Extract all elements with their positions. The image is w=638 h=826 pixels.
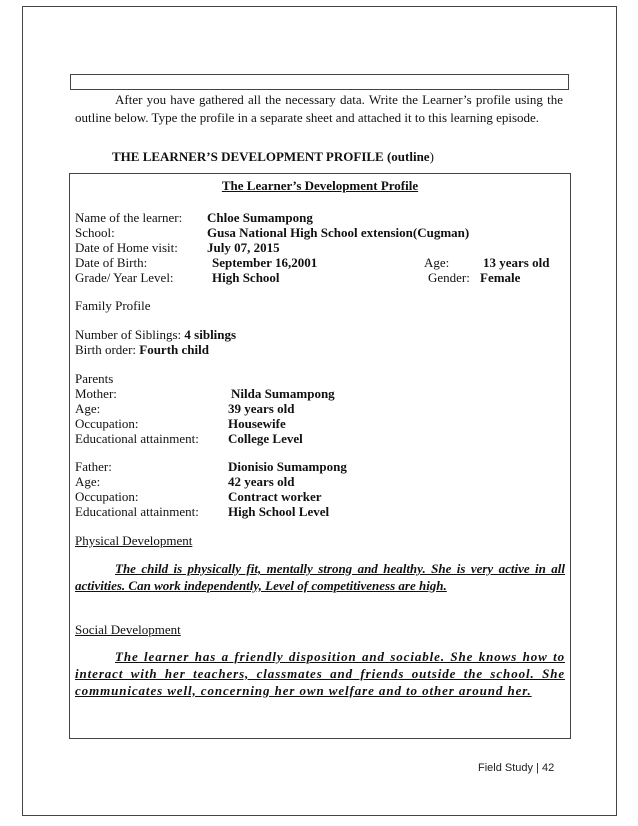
name-value: Chloe Sumampong <box>207 210 313 225</box>
father-age-value: 42 years old <box>228 474 295 489</box>
mother-value: Nilda Sumampong <box>231 386 335 401</box>
mother-occupation-label: Occupation: <box>75 416 139 431</box>
parents-label: Parents <box>75 371 114 386</box>
mother-occupation-value: Housewife <box>228 416 286 431</box>
page-footer: Field Study | 42 <box>478 762 555 774</box>
profile-title: The Learner’s Development Profile <box>221 178 419 193</box>
gender-label: Gender: <box>428 270 470 285</box>
physical-development-label: Physical Development <box>75 533 193 548</box>
father-education-label: Educational attainment: <box>75 504 199 519</box>
mother-age-value: 39 years old <box>228 401 295 416</box>
age-value: 13 years old <box>483 255 550 270</box>
family-profile-label: Family Profile <box>75 298 151 313</box>
intro-paragraph <box>75 91 563 127</box>
school-value: Gusa National High School extension(Cugman) <box>207 225 470 240</box>
mother-label: Mother: <box>75 386 117 401</box>
social-development-label: Social Development <box>75 622 181 637</box>
outline-heading-word: outline <box>391 149 430 164</box>
siblings-label: Number of Siblings: <box>75 327 182 342</box>
birth-order-line <box>75 342 209 357</box>
mother-education-label: Educational attainment: <box>75 431 199 446</box>
mother-education-value: College Level <box>228 431 303 446</box>
gender-value: Female <box>480 270 521 285</box>
outline-heading-text: THE LEARNER’S DEVELOPMENT PROFILE ( <box>112 149 392 164</box>
father-education-value: High School Level <box>228 504 330 519</box>
physical-development-body: The child is physically fit, mentally strong and healthy. She is very active in all activities. Can work independently, Level of competitiveness are high. <box>75 561 565 593</box>
outline-heading-close: ) <box>429 149 434 164</box>
school-label: School: <box>75 225 115 240</box>
header-table-row <box>70 74 569 90</box>
name-label: Name of the learner: <box>75 210 183 225</box>
birth-value: September 16,2001 <box>212 255 318 270</box>
father-occupation-value: Contract worker <box>228 489 322 504</box>
profile-box <box>69 173 571 739</box>
age-label: Age: <box>424 255 450 270</box>
siblings-line <box>75 327 236 342</box>
father-label: Father: <box>75 459 112 474</box>
birth-order-value: Fourth child <box>139 342 209 357</box>
physical-development-text <box>75 560 565 594</box>
father-occupation-label: Occupation: <box>75 489 139 504</box>
siblings-value: 4 siblings <box>184 327 237 342</box>
birth-order-label: Birth order: <box>75 342 137 357</box>
father-value: Dionisio Sumampong <box>228 459 347 474</box>
visit-label: Date of Home visit: <box>75 240 178 255</box>
grade-label: Grade/ Year Level: <box>75 270 174 285</box>
grade-value: High School <box>212 270 280 285</box>
birth-label: Date of Birth: <box>75 255 148 270</box>
social-development-text <box>75 648 565 699</box>
visit-value: July 07, 2015 <box>207 240 280 255</box>
intro-text: After you have gathered all the necessary data. Write the Learner’s profile using the outline below. Type the profile in a separate sheet and attached it to this learning episode. <box>75 92 563 125</box>
mother-age-label: Age: <box>75 401 101 416</box>
father-age-label: Age: <box>75 474 101 489</box>
social-development-body: The learner has a friendly disposition and sociable. She knows how to interact with her teachers, classmates and friends outside the school. She communicates well, concerning her own welfare and to other around her. <box>75 649 565 698</box>
outline-heading <box>112 149 434 165</box>
